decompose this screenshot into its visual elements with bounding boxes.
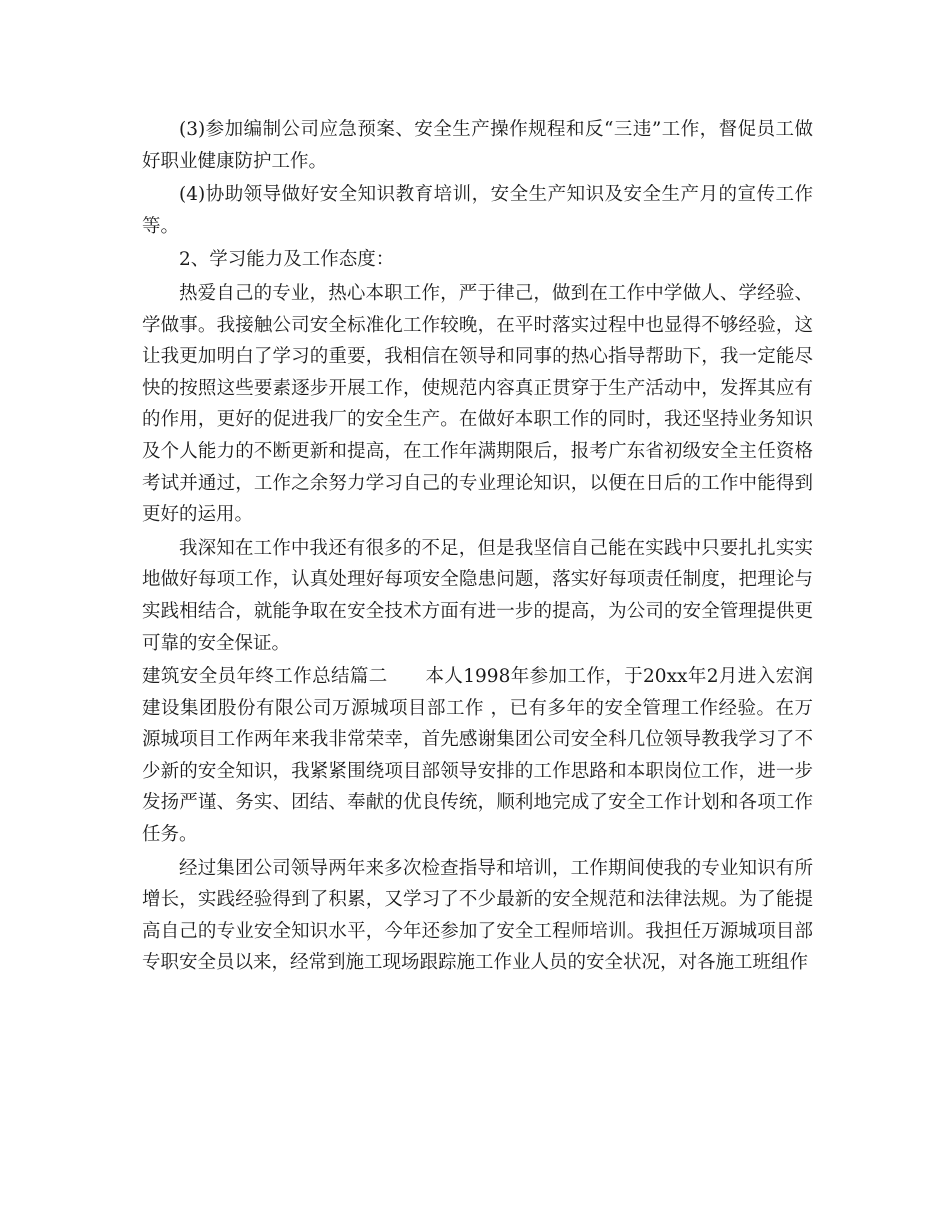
paragraph-duty-3: (3)参加编制公司应急预案、安全生产操作规程和反“三违”工作，督促员工做好职业健康防护工作。: [142, 119, 813, 172]
paragraph-learning-attitude: 热爱自己的专业，热心本职工作，严于律己，做到在工作中学做人、学经验、学做事。我接触公司安全标准化工作较晚，在平时落实过程中也显得不够经验，这让我更加明白了学习的重要，我相信在领导和同事的热心指导帮助下，我一定能尽快的按照这些要素逐步开展工作，使规范内容真正贯穿于生产活动中，发挥其应有的作用，更好的促进我厂的安全生产。在做好本职工作的同时，我还坚持业务知识及个人能力的不断更新和提高，在工作年满期限后，报考广东省初级安全主任资格考试并通过，工作之余努力学习自己的专业理论知识，以便在日后的工作中能得到更好的运用。: [142, 282, 813, 526]
section-heading-learning: 2、学习能力及工作态度：: [179, 249, 395, 271]
paragraph-shortcomings: 我深知在工作中我还有很多的不足，但是我坚信自己能在实践中只要扎扎实实地做好每项工作，认真处理好每项安全隐患问题，落实好每项责任制度，把理论与实践相结合，就能争取在安全技术方面有进一步的提高，为公司的安全管理提供更可靠的安全保证。: [142, 537, 813, 654]
paragraph-training-growth: 经过集团公司领导两年来多次检查指导和培训，工作期间使我的专业知识有所增长，实践经验得到了积累，又学习了不少最新的安全规范和法律法规。为了能提高自己的专业安全知识水平，今年还参加了安全工程师培训。我担任万源城项目部专职安全员以来，经常到施工现场跟踪施工作业人员的安全状况，对各施工班组作: [142, 857, 813, 974]
paragraph-duty-4: (4)协助领导做好安全知识教育培训，安全生产知识及安全生产月的宣传工作等。: [142, 184, 813, 237]
paragraph-summary-two-intro: 建筑安全员年终工作总结篇二 本人1998年参加工作，于20xx年2月进入宏润建设集团股份有限公司万源城项目部工作 ，已有多年的安全管理工作经验。在万源城项目工作两年来我非常荣幸，首先感谢集团公司安全科几位领导教我学习了不少新的安全知识，我紧紧围绕项目部领导安排的工作思路和本职岗位工作，进一步发扬严谨、务实、团结、奉献的优良传统，顺利地完成了安全工作计划和各项工作任务。: [142, 666, 813, 846]
document-body: [142, 114, 813, 979]
